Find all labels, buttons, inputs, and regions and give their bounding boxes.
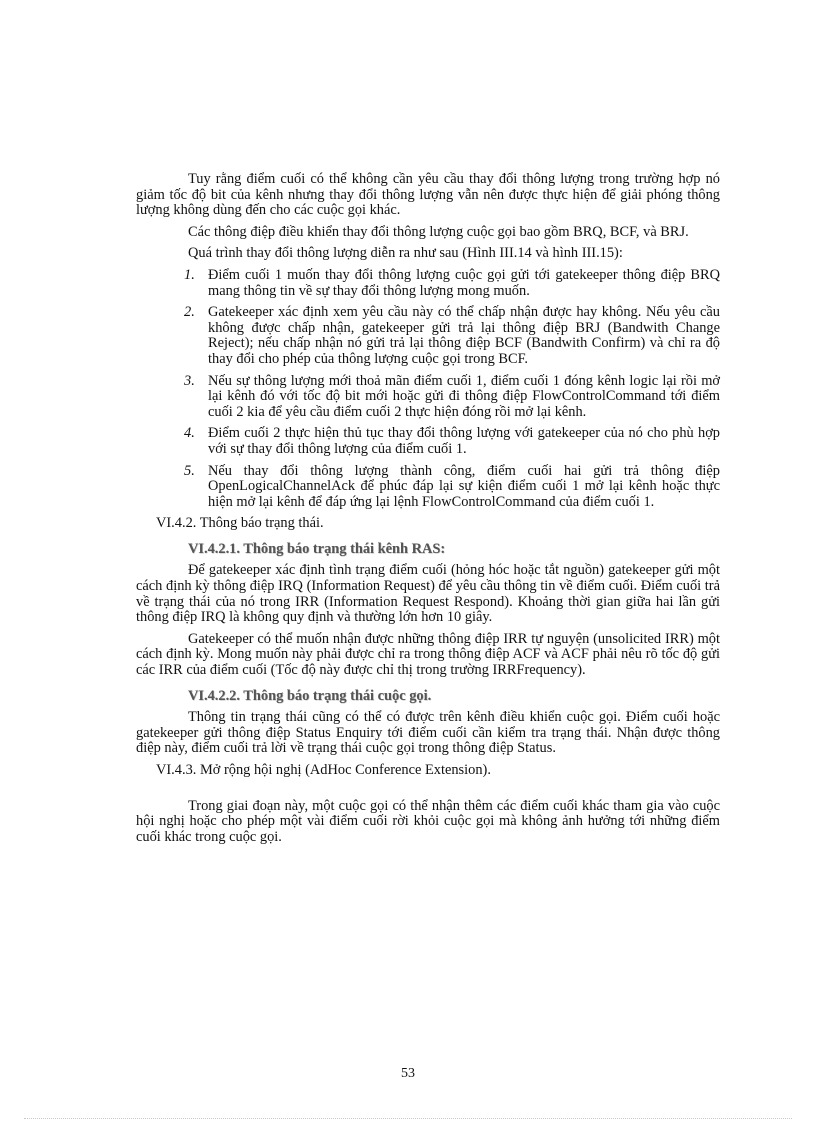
page-body xyxy=(136,172,720,851)
list-item-text: Gatekeeper xác định xem yêu cầu này có thể chấp nhận được hay không. Nếu yêu cầu không được chấp nhận, gatekeeper gửi trả lại thông điệp BRJ (Bandwith Change Reject); nếu chấp nhận nó gửi trả lại thông điệp BCF (Bandwith Confirm) và chỉ ra độ thay đổi cho phép của thông lượng cuộc gọi trong BCF. xyxy=(208,304,720,367)
spacer xyxy=(136,785,720,799)
subsection-title-ras: VI.4.2.1. Thông báo trạng thái kênh RAS: xyxy=(188,540,446,557)
subsection-title-call-status: VI.4.2.2. Thông báo trạng thái cuộc gọi. xyxy=(188,687,432,704)
list-item-number: 1. xyxy=(184,266,195,283)
list-item-number: 4. xyxy=(184,425,195,442)
list-item-text: Nếu thay đổi thông lượng thành công, điểm cuối hai gửi trả thông điệp OpenLogicalChannelAck để phúc đáp lại sự kiện điểm cuối 1 mở lại kênh hoặc thực hiện mở lại kênh để đáp ứng lại lệnh FlowControlCommand của điểm cuối 1. xyxy=(208,462,720,510)
page-number: 53 xyxy=(401,1066,415,1081)
list-item xyxy=(136,374,720,421)
list-item-number: 5. xyxy=(184,462,195,479)
section-heading-conference: VI.4.3. Mở rộng hội nghị (AdHoc Conference Extension). xyxy=(156,762,491,778)
list-item-number: 3. xyxy=(184,372,195,389)
paragraph-conference: Trong giai đoạn này, một cuộc gọi có thể nhận thêm các điểm cuối khác tham gia vào cuộc hội nghị hoặc cho phép một vài điểm cuối rời khỏi cuộc gọi mà không ảnh hưởng tới những điểm cuối khác trong cuộc gọi. xyxy=(136,797,720,845)
section-heading-status: VI.4.2. Thông báo trạng thái. xyxy=(156,515,324,532)
page-bottom-divider xyxy=(24,1118,792,1119)
list-item xyxy=(136,305,720,367)
list-item-text: Nếu sự thông lượng mới thoả mãn điểm cuối 1, điểm cuối 1 đóng kênh logic lại rồi mở lại kênh đó với tốc độ bit mới hoặc gửi đi thông điệp FlowControlCommand tới điểm cuối 2 kia để yêu cầu điểm cuối 2 thực hiện đóng rồi mở lại kênh. xyxy=(208,372,720,420)
list-item xyxy=(136,268,720,299)
list-item-text: Điểm cuối 2 thực hiện thủ tục thay đổi thông lượng với gatekeeper của nó cho phù hợp với sự thay đổi thông lượng của điểm cuối 1. xyxy=(208,425,720,457)
list-item xyxy=(136,464,720,511)
list-item-text: Điểm cuối 1 muốn thay đổi thông lượng cuộc gọi gửi tới gatekeeper thông điệp BRQ mang thông tin về sự thay đổi thông lượng mong muốn. xyxy=(208,266,720,299)
paragraph-bandwidth-process: Quá trình thay đổi thông lượng diễn ra như sau (Hình III.14 và hình III.15): xyxy=(188,245,623,262)
paragraph-bandwidth-messages: Các thông điệp điều khiển thay đổi thông lượng cuộc gọi bao gồm BRQ, BCF, và BRJ. xyxy=(188,223,689,240)
paragraph-bandwidth-note: Tuy rằng điểm cuối có thể không cần yêu cầu thay đổi thông lượng trong trường hợp nó giảm tốc độ bit của kênh nhưng thay đổi thông lượng vẫn nên được thực hiện để giải phóng thông lượng không dùng đến cho các cuộc gọi khác. xyxy=(136,171,720,219)
paragraph-ras-irq: Để gatekeeper xác định tình trạng điểm cuối (hỏng hóc hoặc tắt nguồn) gatekeeper gửi một cách định kỳ thông điệp IRQ (Information Request) để yêu cầu thông tin về điểm cuối. Điểm cuối trả về trạng thái của nó trong IRR (Information Request Respond). Khoảng thời gian giữa hai lần gửi thông điệp IRQ là không quy định và thường lớn hơn 10 giây. xyxy=(136,562,720,626)
bandwidth-steps-list xyxy=(136,268,720,510)
paragraph-call-status: Thông tin trạng thái cũng có thể có được trên kênh điều khiển cuộc gọi. Điểm cuối hoặc gatekeeper gửi thông điệp Status Enquiry tới điểm cuối cần kiểm tra trạng thái. Nhận được thông điệp này, điểm cuối trả lời về trạng thái cuộc gọi trong thông điệp Status. xyxy=(136,709,720,757)
list-item xyxy=(136,426,720,457)
paragraph-ras-irr: Gatekeeper có thể muốn nhận được những thông điệp IRR tự nguyện (unsolicited IRR) một cách định kỳ. Mong muốn này phải được chỉ ra trong thông điệp ACF và ACF phải nêu rõ tốc độ gửi các IRR của điểm cuối (Tốc độ này được chỉ thị trong trường IRRFrequency). xyxy=(136,630,720,679)
list-item-number: 2. xyxy=(184,304,195,321)
